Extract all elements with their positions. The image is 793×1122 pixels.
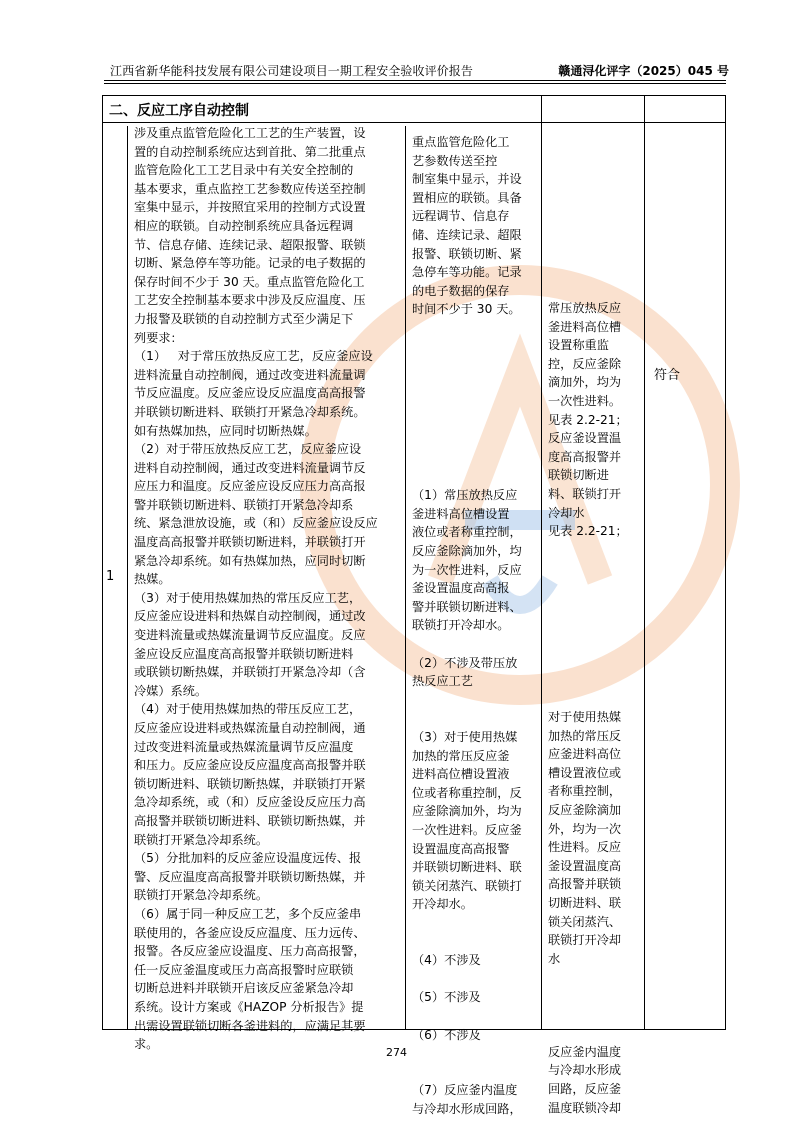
requirement-line: 工艺安全控制基本要求中涉及反应温度、压 bbox=[134, 293, 366, 308]
check-line: 进料高位槽设置液 bbox=[412, 767, 510, 782]
check-line: 置相应的联锁。具备 bbox=[412, 190, 522, 205]
result-line: 度高高报警并 bbox=[548, 449, 622, 464]
result-line bbox=[548, 559, 628, 578]
requirement-line: 并联锁切断进料、联锁打开紧急冷却系统。 bbox=[134, 404, 366, 419]
column-divider-requirement bbox=[405, 126, 406, 1029]
result-line bbox=[548, 652, 628, 671]
check-line: 时间不少于 30 天。 bbox=[412, 302, 521, 317]
result-line: 回路，反应釜 bbox=[548, 1081, 622, 1096]
result-line: 性进料。反应 bbox=[548, 840, 622, 855]
check-line bbox=[412, 393, 522, 412]
requirement-line: 涉及重点监管危险化工工艺的生产装置，设 bbox=[134, 126, 366, 140]
result-line: 者称重控制， bbox=[548, 784, 622, 799]
result-line: 加热的常压反 bbox=[548, 728, 622, 743]
result-line: 对于使用热媒 bbox=[548, 710, 622, 725]
check-line: 急停车等功能。记录 bbox=[412, 265, 522, 280]
requirement-line: 切断总进料并联锁开启该反应釜紧急冷却 bbox=[134, 981, 354, 996]
requirement-line: 急冷却系统，或（和）反应釜设反应压力高 bbox=[134, 795, 366, 810]
check-line: （4）不涉及 bbox=[412, 953, 481, 968]
result-line: 釜设置温度高 bbox=[548, 858, 622, 873]
requirement-line: 联锁打开紧急冷却系统。 bbox=[134, 832, 269, 847]
result-line: 釜进料高位槽 bbox=[548, 319, 622, 334]
result-line: 反应釜内温度 bbox=[548, 1044, 622, 1059]
row-number: 1 bbox=[106, 569, 115, 584]
result-line bbox=[548, 968, 628, 987]
result-line: 反应釜除滴加 bbox=[548, 803, 622, 818]
requirement-line: 出需设置联锁切断各釜进料的，应满足其要 bbox=[134, 1018, 366, 1033]
requirement-line: 相应的联锁。自动控制系统应具备远程调 bbox=[134, 218, 354, 233]
check-line: 热反应工艺 bbox=[412, 674, 473, 689]
requirement-line: （2）对于带压放热反应工艺，反应釜应设 bbox=[134, 442, 362, 457]
requirement-line: 应压力和温度。反应釜应设反应压力高高报 bbox=[134, 479, 366, 494]
requirement-line: 或联锁切断热媒，并联锁打开紧急冷却（含 bbox=[134, 665, 366, 680]
result-line bbox=[548, 597, 628, 616]
result-line: 水 bbox=[548, 951, 561, 966]
check-line: 报警、联锁切断、紧 bbox=[412, 246, 522, 261]
requirement-line: 列要求： bbox=[134, 330, 183, 345]
check-line bbox=[412, 635, 522, 654]
check-line bbox=[412, 1063, 522, 1082]
requirement-line: （4）对于使用热媒加热的带压反应工艺， bbox=[134, 702, 362, 717]
requirement-line: （1） 对于常压放热反应工艺，反应釜应设 bbox=[134, 349, 373, 364]
result-line: 料、联锁打开 bbox=[548, 486, 622, 501]
requirement-line: 保存时间不少于 30 天。重点监管危险化工 bbox=[134, 274, 365, 289]
check-line: 锁关闭蒸汽、联锁打 bbox=[412, 878, 522, 893]
check-line: 反应釜除滴加外，均 bbox=[412, 544, 522, 559]
check-line: 警并联锁切断进料、 bbox=[412, 599, 522, 614]
check-result-cell bbox=[548, 299, 628, 1117]
requirement-line: 基本要求，重点监控工艺参数应传送至控制 bbox=[134, 181, 366, 196]
report-number-header: 赣通浔化评字（2025）045 号 bbox=[558, 64, 729, 78]
check-line bbox=[412, 431, 522, 450]
report-title-header: 江西省新华能科技发展有限公司建设项目一期工程安全验收评价报告 bbox=[110, 64, 474, 78]
check-line: 釜设置温度高高报 bbox=[412, 581, 510, 596]
check-line bbox=[412, 338, 522, 357]
result-line bbox=[548, 615, 628, 634]
result-line: 控，反应釜除 bbox=[548, 356, 622, 371]
check-line bbox=[412, 914, 522, 933]
requirement-line: 温度高高报警并联锁切断进料，并联锁打开 bbox=[134, 535, 366, 550]
result-line bbox=[548, 541, 628, 560]
check-content-cell bbox=[412, 133, 522, 1118]
requirement-line: 节、信息存储、连续记录、超限报警、联锁 bbox=[134, 237, 366, 252]
result-line: 反应釜设置温 bbox=[548, 431, 622, 446]
section-row-divider bbox=[103, 122, 725, 123]
check-line bbox=[412, 933, 522, 952]
check-line: 为一次性进料，反应 bbox=[412, 562, 522, 577]
check-line: 一次性进料。反应釜 bbox=[412, 822, 522, 837]
result-line bbox=[548, 1024, 628, 1043]
result-line: 设置称重监 bbox=[548, 338, 609, 353]
requirement-line: 统、紧急泄放设施，或（和）反应釜应设反应 bbox=[134, 516, 378, 531]
result-line: 与冷却水形成 bbox=[548, 1063, 622, 1078]
check-line: （5）不涉及 bbox=[412, 990, 481, 1005]
requirement-line: 报警。各反应釜应设温度、压力高高报警， bbox=[134, 944, 366, 959]
result-line: 锁关闭蒸汽、 bbox=[548, 914, 622, 929]
requirement-line: 系统。设计方案或《HAZOP 分析报告》提 bbox=[134, 999, 364, 1014]
result-line: 见表 2.2-21； bbox=[548, 524, 628, 539]
check-line: 位或者称重控制，反 bbox=[412, 785, 522, 800]
result-line bbox=[548, 578, 628, 597]
section-title: 二、反应工序自动控制 bbox=[109, 103, 249, 119]
column-divider-check bbox=[541, 96, 542, 1029]
check-line: 制室集中显示，并设 bbox=[412, 172, 522, 187]
column-divider-number bbox=[127, 126, 128, 1029]
requirement-line: 紧急冷却系统。如有热媒加热，应同时切断 bbox=[134, 553, 366, 568]
result-line: 外，均为一次 bbox=[548, 821, 622, 836]
check-line: 联锁打开冷却水。 bbox=[412, 618, 510, 633]
requirement-line: 锁切断进料、联锁切断热媒，并联锁打开紧 bbox=[134, 776, 366, 791]
check-line: 远程调节、信息存 bbox=[412, 209, 510, 224]
page-number: 274 bbox=[386, 1046, 407, 1059]
requirement-line: 热媒。 bbox=[134, 572, 171, 587]
requirement-line: 联使用的，各釜应设反应温度、压力远传、 bbox=[134, 925, 366, 940]
requirement-line: 过改变进料流量或热媒流量调节反应温度 bbox=[134, 739, 354, 754]
check-line: 液位或者称重控制， bbox=[412, 525, 522, 540]
requirement-line: 切断、紧急停车等功能。记录的电子数据的 bbox=[134, 256, 366, 271]
check-line bbox=[412, 449, 522, 468]
requirement-line: 置的自动控制系统应达到首批、第二批重点 bbox=[134, 144, 366, 159]
result-line: 高报警并联锁 bbox=[548, 877, 622, 892]
result-line: 应釜进料高位 bbox=[548, 747, 622, 762]
column-divider-result bbox=[644, 96, 645, 1029]
requirement-line: 变进料流量或热媒流量调节反应温度。反应 bbox=[134, 628, 366, 643]
check-line bbox=[412, 356, 522, 375]
result-line bbox=[548, 634, 628, 653]
requirement-line: 釜应设反应温度高高报警并联锁切断进料 bbox=[134, 646, 354, 661]
check-line bbox=[412, 709, 522, 728]
requirement-line: （5）分批加料的反应釜应设温度远传、报 bbox=[134, 851, 362, 866]
check-line bbox=[412, 970, 522, 989]
requirement-line: 冷媒）系统。 bbox=[134, 683, 208, 698]
result-line bbox=[548, 1006, 628, 1025]
requirement-line: （3）对于使用热媒加热的常压反应工艺， bbox=[134, 590, 362, 605]
check-line bbox=[412, 319, 522, 338]
check-line: 开冷却水。 bbox=[412, 897, 473, 912]
result-line bbox=[548, 987, 628, 1006]
check-line bbox=[412, 468, 522, 487]
requirement-line: 监管危险化工工艺目录中有关安全控制的 bbox=[134, 163, 354, 178]
requirement-line: 任一反应釜温度或压力高高报警时应联锁 bbox=[134, 962, 354, 977]
check-line: 应釜除滴加外，均为 bbox=[412, 804, 522, 819]
check-line: 并联锁切断进料、联 bbox=[412, 860, 522, 875]
check-line: 加热的常压反应釜 bbox=[412, 748, 510, 763]
requirement-line: 节反应温度。反应釜应设反应温度高高报警 bbox=[134, 386, 366, 401]
verdict-cell: 符合 bbox=[654, 368, 681, 383]
result-line: 切断进料、联 bbox=[548, 896, 622, 910]
check-line bbox=[412, 1007, 522, 1026]
check-line: 与冷却水形成回路， bbox=[412, 1101, 522, 1116]
check-line: （1）常压放热反应 bbox=[412, 488, 518, 503]
result-line bbox=[548, 689, 628, 708]
check-line bbox=[412, 412, 522, 431]
requirement-line: 高报警并联锁切断进料、联锁切断热媒，并 bbox=[134, 813, 366, 828]
result-line: 槽设置液位或 bbox=[548, 765, 622, 780]
result-line: 温度联锁冷却 bbox=[548, 1100, 622, 1115]
check-line: （3）对于使用热媒 bbox=[412, 730, 518, 744]
check-line: 的电子数据的保存 bbox=[412, 283, 510, 298]
check-line bbox=[412, 691, 522, 710]
check-line: 设置温度高高报警 bbox=[412, 841, 510, 856]
requirement-line: 和压力。反应釜应设反应温度高高报警并联 bbox=[134, 758, 366, 773]
check-line: （7）反应釜内温度 bbox=[412, 1083, 518, 1098]
header-divider-secondary bbox=[104, 83, 726, 84]
requirement-line: 求。 bbox=[134, 1037, 159, 1052]
requirement-cell bbox=[134, 124, 378, 1054]
requirement-line: 反应釜应设进料或热媒流量自动控制阀，通 bbox=[134, 721, 366, 735]
requirement-line: 如有热媒加热，应同时切断热媒。 bbox=[134, 423, 317, 438]
requirement-line: 联锁打开紧急冷却系统。 bbox=[134, 888, 269, 903]
check-line: 重点监管危险化工 bbox=[412, 135, 510, 149]
result-line: 联锁打开冷却 bbox=[548, 933, 622, 948]
check-line: 艺参数传送至控 bbox=[412, 153, 498, 168]
check-line: （6）不涉及 bbox=[412, 1027, 481, 1042]
check-line: 釜进料高位槽设置 bbox=[412, 506, 510, 521]
requirement-line: 反应釜应设进料和热媒自动控制阀，通过改 bbox=[134, 609, 366, 624]
result-line: 一次性进料。 bbox=[548, 393, 622, 408]
result-line: 冷却水 bbox=[548, 505, 585, 520]
requirement-line: 室集中显示，并按照宜采用的控制方式设置 bbox=[134, 200, 366, 215]
check-line: （2）不涉及带压放 bbox=[412, 655, 518, 670]
requirement-line: 警并联锁切断进料、联锁打开紧急冷却系 bbox=[134, 497, 354, 512]
result-line: 联锁切断进 bbox=[548, 468, 609, 483]
requirement-line: 力报警及联锁的自动控制方式至少满足下 bbox=[134, 311, 354, 326]
check-line: 储、连续记录、超限 bbox=[412, 227, 522, 242]
requirement-line: 警、反应温度高高报警并联锁切断热媒，并 bbox=[134, 869, 366, 884]
result-line: 滴加外，均为 bbox=[548, 375, 622, 390]
header-divider bbox=[104, 80, 726, 81]
result-line bbox=[548, 671, 628, 690]
result-line: 见表 2.2-21； bbox=[548, 412, 628, 427]
result-line: 常压放热反应 bbox=[548, 301, 622, 315]
requirement-line: （6）属于同一种反应工艺，多个反应釜串 bbox=[134, 906, 362, 921]
requirement-line: 进料流量自动控制阀，通过改变进料流量调 bbox=[134, 367, 366, 382]
requirement-line: 进料自动控制阀，通过改变进料流量调节反 bbox=[134, 460, 366, 475]
check-line bbox=[412, 375, 522, 394]
